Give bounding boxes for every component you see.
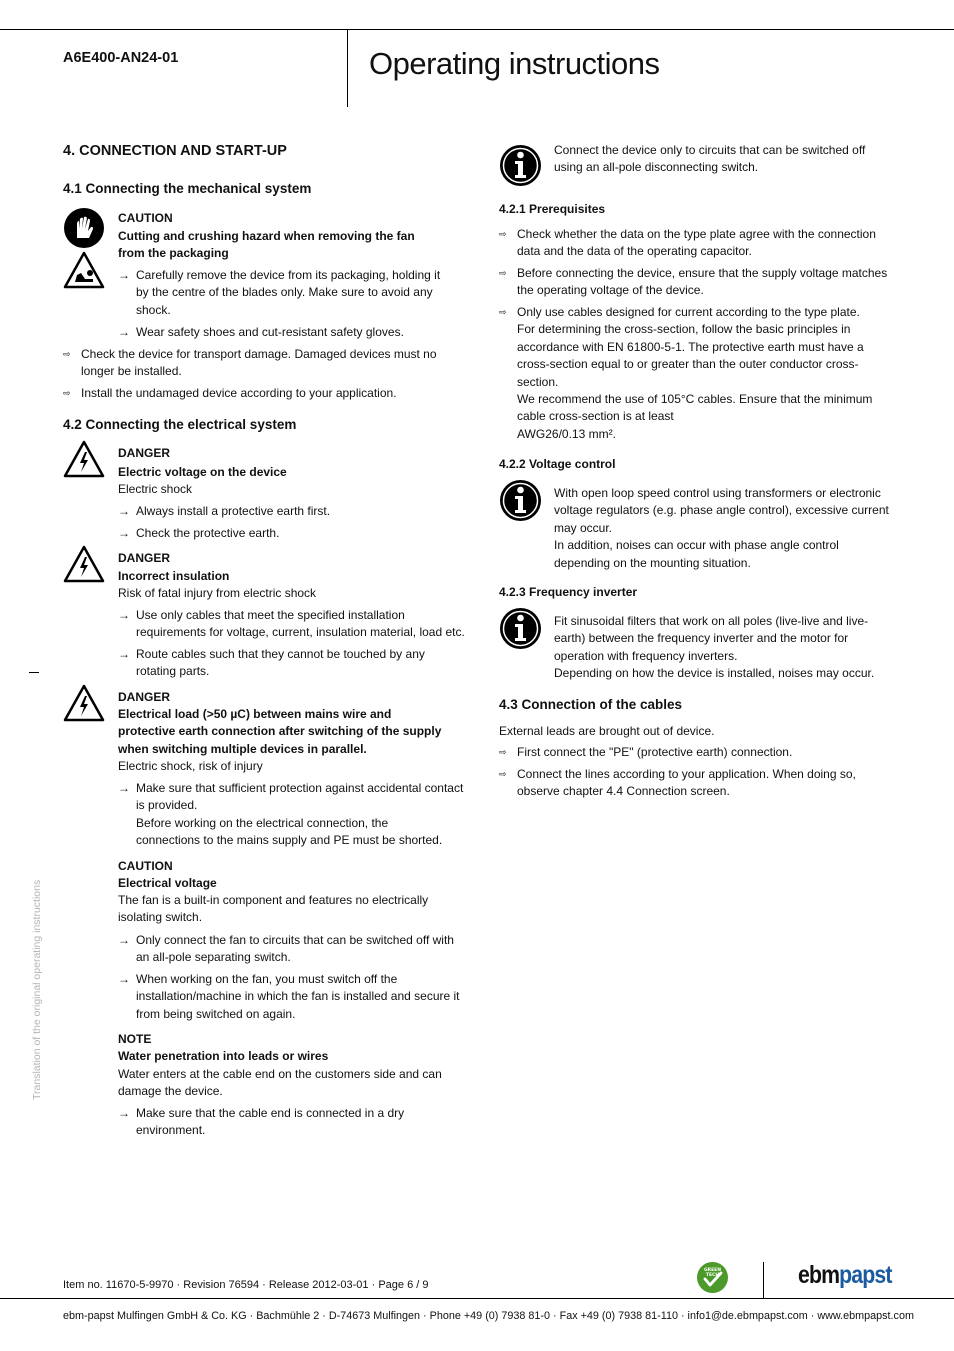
list-item: ⇨ First connect the "PE" (protective earth) connection. xyxy=(499,744,792,761)
paragraph: External leads are brought out of device. xyxy=(499,724,715,738)
action-item: → Always install a protective earth first. xyxy=(118,503,330,520)
note-subject: Water penetration into leads or wires xyxy=(118,1049,329,1063)
gloves-icon xyxy=(63,207,105,249)
action-item: → Route cables such that they cannot be touched by any rotating parts. xyxy=(118,647,425,679)
caution-label: CAUTION xyxy=(118,859,173,873)
danger-label: DANGER xyxy=(118,690,171,704)
subsection-heading: 4.1 Connecting the mechanical system xyxy=(63,181,312,196)
danger-subject: Incorrect insulation xyxy=(118,569,230,583)
action-item: → Carefully remove the device from its packaging, holding it by the centre of the blades only. Make sure to avoid any shock. xyxy=(118,268,441,317)
info-text: Connect the device only to circuits that can be switched off using an all-pole disconnecting switch. xyxy=(554,143,866,175)
arrow-icon: → xyxy=(118,526,130,540)
danger-consequence: Electric shock xyxy=(118,482,193,496)
company-address: ebm-papst Mulfingen GmbH & Co. KG · Bachmühle 2 · D-74673 Mulfingen · Phone +49 (0) 7938 81-0 · Fax +49 (0) 7938 81-110 · info1@de.ebmpapst.com · www.ebmpapst.com xyxy=(63,1310,914,1322)
list-item: ⇨ Before connecting the device, ensure that the supply voltage matches the operating voltage of the device. xyxy=(499,266,888,298)
subsection-heading: 4.2.3 Frequency inverter xyxy=(499,585,638,599)
action-item: → Only connect the fan to circuits that can be switched off with an all-pole separating switch. xyxy=(118,933,454,965)
model-number: A6E400-AN24-01 xyxy=(63,50,179,66)
side-note: Translation of the original operating instructions xyxy=(31,879,43,1100)
crushing-hazard-icon xyxy=(63,251,105,289)
high-voltage-icon xyxy=(63,545,105,583)
ebmpapst-logo: ebmpapst xyxy=(798,1261,892,1289)
arrow-icon: → xyxy=(118,608,130,622)
list-item: ⇨ Connect the lines according to your application. When doing so, observe chapter 4.4 Connection screen. xyxy=(499,767,856,799)
arrow-icon: → xyxy=(118,325,130,339)
page-title: Operating instructions xyxy=(369,46,660,81)
caution-subject: Cutting and crushing hazard when removing the fan xyxy=(118,229,415,243)
action-item: → When working on the fan, you must switch off the installation/machine in which the fan is installed and secure it from being switched on again. xyxy=(118,972,460,1021)
action-item: → Wear safety shoes and cut-resistant safety gloves. xyxy=(118,324,404,341)
info-icon xyxy=(499,607,542,650)
arrow-icon: → xyxy=(118,647,130,661)
document-info: Item no. 11670-5-9970 · Revision 76594 · Release 2012-03-01 · Page 6 / 9 xyxy=(63,1279,429,1291)
double-arrow-icon: ⇨ xyxy=(63,349,71,359)
footer-divider xyxy=(763,1262,764,1298)
fold-mark xyxy=(29,672,39,673)
arrow-icon: → xyxy=(118,504,130,518)
double-arrow-icon: ⇨ xyxy=(499,747,507,757)
arrow-icon: → xyxy=(118,781,130,795)
svg-text:TECH: TECH xyxy=(705,1273,720,1278)
danger-subject: Electric voltage on the device xyxy=(118,465,287,479)
list-item: ⇨ Check the device for transport damage. Damaged devices must no longer be installed. xyxy=(63,347,437,379)
double-arrow-icon: ⇨ xyxy=(499,307,507,317)
footer-rule xyxy=(0,1298,954,1299)
svg-text:GREEN: GREEN xyxy=(703,1268,722,1273)
double-arrow-icon: ⇨ xyxy=(499,769,507,779)
action-item: → Check the protective earth. xyxy=(118,525,279,542)
action-item: → Use only cables that meet the specified installation requirements for voltage, current, insulation material, load etc. xyxy=(118,608,465,640)
danger-consequence: Electric shock, risk of injury xyxy=(118,759,263,773)
danger-label: DANGER xyxy=(118,551,171,565)
subsection-heading: 4.2.2 Voltage control xyxy=(499,457,616,471)
caution-subject: Electrical voltage xyxy=(118,876,217,890)
double-arrow-icon: ⇨ xyxy=(63,388,71,398)
caution-consequence: The fan is a built-in component and features no electrically isolating switch. xyxy=(118,893,429,925)
action-item: → Make sure that the cable end is connected in a dry environment. xyxy=(118,1106,405,1138)
header-top-rule xyxy=(0,29,954,30)
caution-subject: from the packaging xyxy=(118,246,229,260)
arrow-icon: → xyxy=(118,972,130,986)
arrow-icon: → xyxy=(118,1106,130,1120)
greentech-logo xyxy=(696,1261,729,1294)
subsection-heading: 4.3 Connection of the cables xyxy=(499,697,683,712)
double-arrow-icon: ⇨ xyxy=(499,229,507,239)
info-text: With open loop speed control using transformers or electronic voltage regulators (e.g. phase angle control), excessive current may occur. In addition, noises can occur with phase angle control depending on the mounting situation. xyxy=(554,486,889,570)
info-icon xyxy=(499,144,542,187)
subsection-heading: 4.2 Connecting the electrical system xyxy=(63,417,297,432)
section-heading: 4. CONNECTION AND START-UP xyxy=(63,143,287,159)
info-text: Fit sinusoidal filters that work on all poles (live-live and live- earth) between the frequency inverter and the motor for operation with frequency inverters. Depending on how the device is installed, noises may occur. xyxy=(554,614,875,681)
high-voltage-icon xyxy=(63,440,105,478)
action-item: → Make sure that sufficient protection against accidental contact is provided. Before working on the electrical connection, the connections to the mains supply and PE must be shorted. xyxy=(118,781,464,848)
subsection-heading: 4.2.1 Prerequisites xyxy=(499,202,606,216)
list-item: ⇨ Install the undamaged device according to your application. xyxy=(63,385,397,402)
note-label: NOTE xyxy=(118,1032,152,1046)
list-item: ⇨ Only use cables designed for current according to the type plate. For determining the cross-section, follow the basic principles in accordance with EN 61800-5-1. The protective earth must have a cross-section equal to or greater than the outer conductor cross- section. We recommend the use of 105°C cables. Ensure that the minimum cable cross-section is at least AWG26/0.13 mm². xyxy=(499,305,873,441)
arrow-icon: → xyxy=(118,933,130,947)
double-arrow-icon: ⇨ xyxy=(499,268,507,278)
info-icon xyxy=(499,479,542,522)
note-consequence: Water enters at the cable end on the customers side and can damage the device. xyxy=(118,1067,442,1099)
danger-label: DANGER xyxy=(118,446,171,460)
danger-subject: Electrical load (>50 µC) between mains wire and protective earth connection after switching of the supply when switching multiple devices in parallel. xyxy=(118,707,442,756)
danger-consequence: Risk of fatal injury from electric shock xyxy=(118,586,317,600)
arrow-icon: → xyxy=(118,268,130,282)
list-item: ⇨ Check whether the data on the type plate agree with the connection data and the data of the operating capacitor. xyxy=(499,227,876,259)
header-divider xyxy=(347,29,348,107)
high-voltage-icon xyxy=(63,684,105,722)
caution-label: CAUTION xyxy=(118,211,173,225)
